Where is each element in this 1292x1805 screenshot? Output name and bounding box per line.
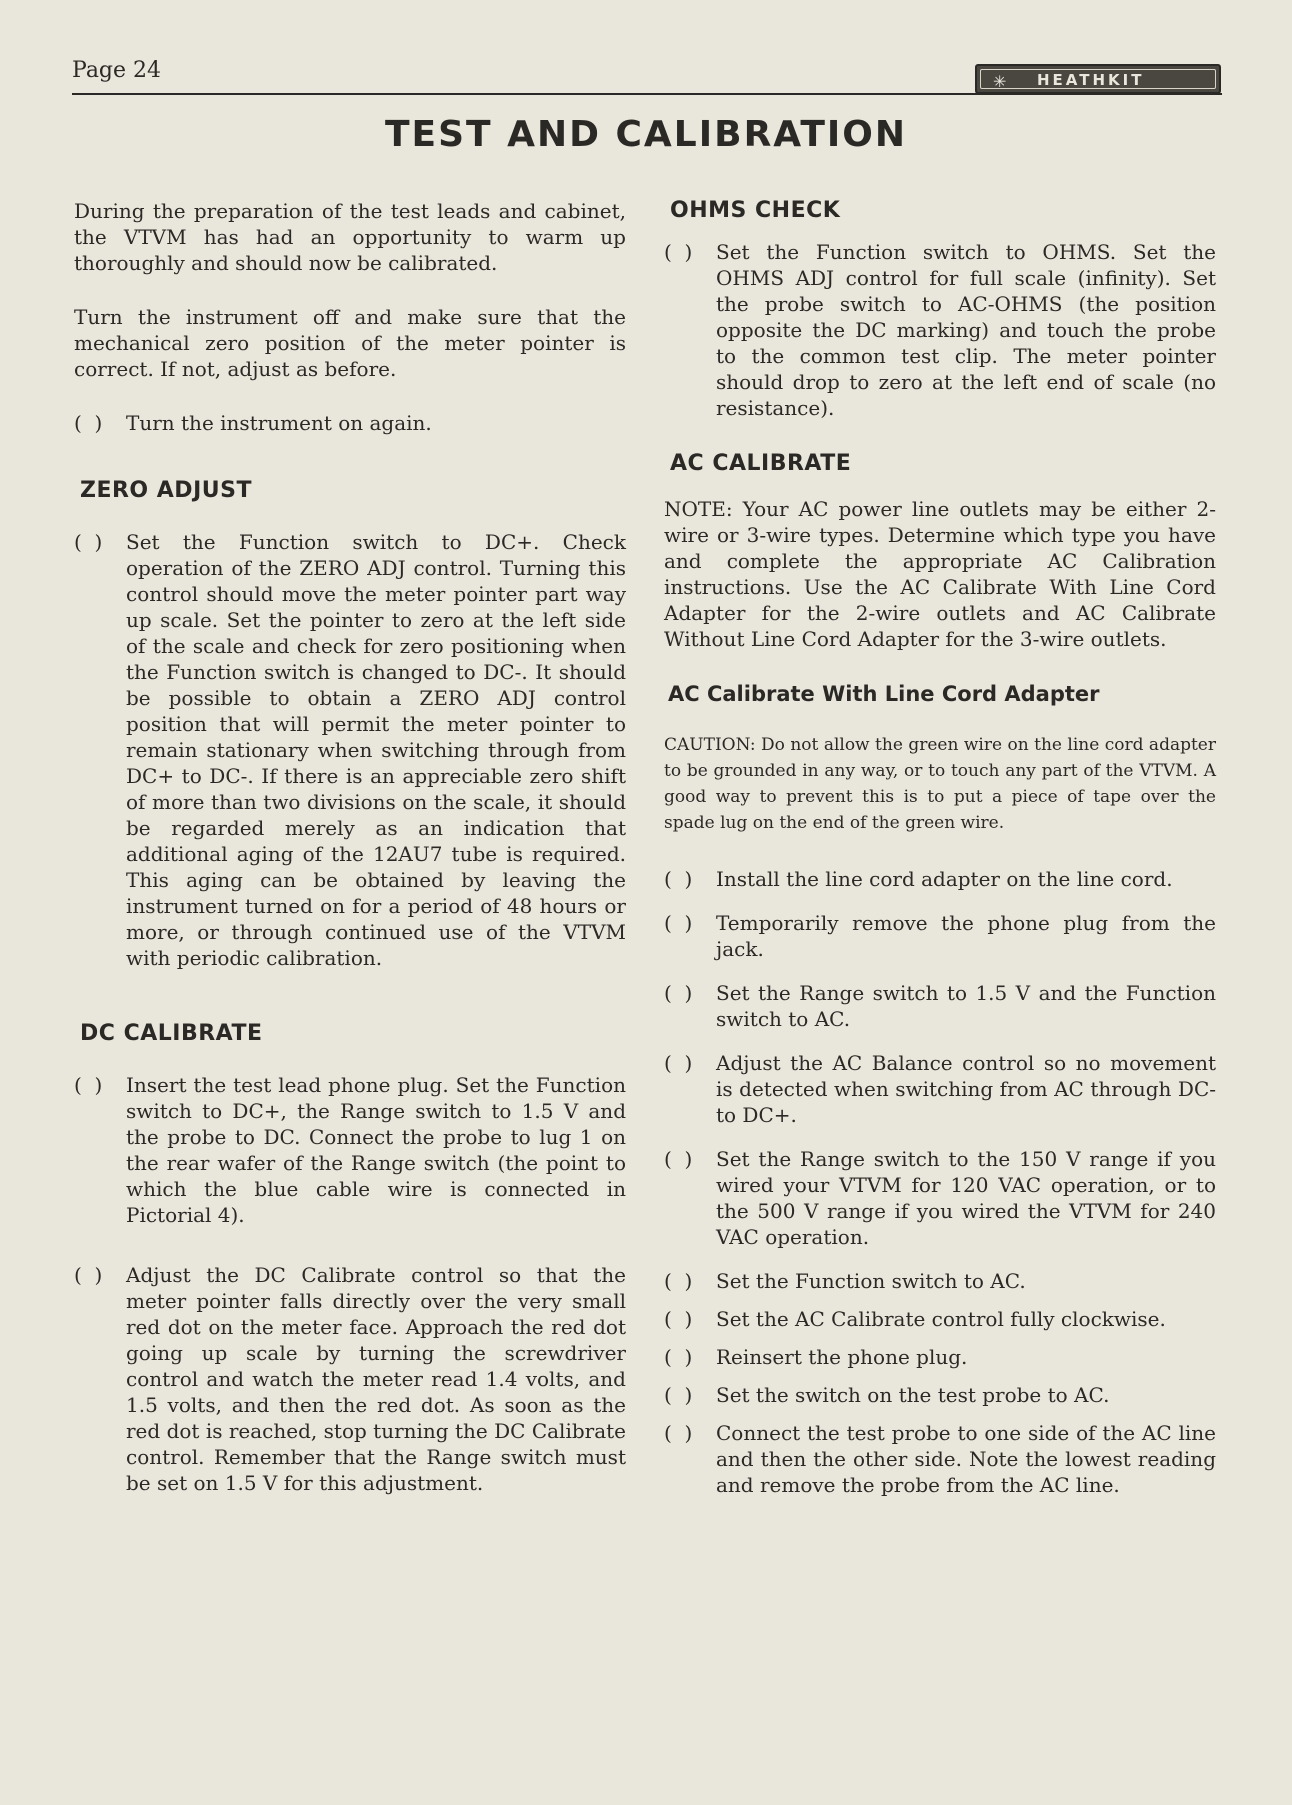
checkbox-mark: ( ) [664,1307,693,1331]
left-column [74,198,626,1518]
page-title: TEST AND CALIBRATION [384,114,908,155]
step-text: Set the Function switch to DC+. Check operation of the ZERO ADJ control. Turning this control should move the meter pointer part way up scale. Set the pointer to zero at the left side of the scale and check for zero positioning when the Function switch is changed to DC-. It should be possible to obtain a ZERO ADJ control position that will permit the meter pointer to remain stationary when switching through from DC+ to DC-. If there is an appreciable zero shift of more than two divisions on the scale, it should be regarded merely as an indication that additional aging of the 12AU7 tube is required. This aging can be obtained by leaving the instrument turned on for a period of 48 hours or more, or through continued use of the VTVM with periodic calibration. [126,530,626,970]
checkbox-mark: ( ) [74,411,103,435]
checkbox-mark: ( ) [664,911,693,935]
step-text: Reinsert the phone plug. [716,1345,968,1369]
checklist-item [664,980,1216,1032]
step-text: Set the switch on the test probe to AC. [716,1383,1110,1407]
header-rule [72,93,1222,95]
step-text: Turn the instrument on again. [126,411,432,435]
intro-paragraph-1: During the preparation of the test leads and cabinet, the VTVM has had an opportunity to warm up thoroughly and should now be calibrated. [74,199,626,275]
step-text: Adjust the AC Balance control so no movement is detected when switching from AC through DC- to DC+. [716,1051,1216,1127]
right-column [664,198,1216,1516]
checklist-item [74,529,626,971]
step-text: Connect the test probe to one side of the AC line and then the other side. Note the lowest reading and remove the probe from the AC line. [716,1421,1216,1497]
step-text: Install the line cord adapter on the line cord. [716,867,1173,891]
checklist-item [664,1146,1216,1250]
checklist-item [74,1262,626,1496]
checkbox-mark: ( ) [664,1269,693,1293]
checkbox-mark: ( ) [664,981,693,1005]
adapter-subheading: AC Calibrate With Line Cord Adapter [668,682,1100,706]
checklist-item [74,1072,626,1228]
step-text: Set the Range switch to 1.5 V and the Function switch to AC. [716,981,1216,1031]
checklist-item [664,866,1216,892]
checkbox-mark: ( ) [664,1051,693,1075]
checkbox-mark: ( ) [74,1073,103,1097]
checkbox-mark: ( ) [664,1421,693,1445]
checklist-item [664,1050,1216,1128]
checklist-item [664,1306,1216,1332]
step-text: Set the Range switch to the 150 V range if you wired your VTVM for 120 VAC operation, or to the 500 V range if you wired the VTVM for 240 VAC operation. [716,1147,1216,1249]
step-text: Set the Function switch to OHMS. Set the OHMS ADJ control for full scale (infinity). Set the probe switch to AC-OHMS (the position opposite the DC marking) and touch the probe to the common test clip. The meter pointer should drop to zero at the left end of scale (no resistance). [716,240,1216,420]
ohms-check-heading: OHMS CHECK [670,198,841,223]
checkbox-mark: ( ) [664,240,693,264]
checkbox-mark: ( ) [664,1383,693,1407]
dc-calibrate-heading: DC CALIBRATE [80,1021,263,1046]
checkbox-mark: ( ) [74,530,103,554]
checklist-item [664,239,1216,421]
logo-text: HEATHKIT [1037,71,1145,89]
step-text: Insert the test lead phone plug. Set the Function switch to DC+, the Range switch to 1.5 V and the probe to DC. Connect the probe to lug 1 on the rear wafer of the Range switch (the point to which the blue cable wire is connected in Pictorial 4). [126,1073,626,1227]
checkbox-mark: ( ) [664,1345,693,1369]
step-text: Adjust the DC Calibrate control so that the meter pointer falls directly over the very small red dot on the meter face. Approach the red dot going up scale by turning the screwdriver control and watch the meter read 1.4 volts, and 1.5 volts, and then the red dot. As soon as the red dot is reached, stop turning the DC Calibrate control. Remember that the Range switch must be set on 1.5 V for this adjustment. [126,1263,626,1495]
checklist-item [664,1382,1216,1408]
checklist-item [664,910,1216,962]
checklist-item [664,1268,1216,1294]
page-number: Page 24 [72,58,162,83]
ac-calibrate-heading: AC CALIBRATE [670,451,852,476]
ac-note: NOTE: Your AC power line outlets may be either 2-wire or 3-wire types. Determine which type you have and complete the appropriate AC Calibration instructions. Use the AC Calibrate With Line Cord Adapter for the 2-wire outlets and AC Calibrate Without Line Cord Adapter for the 3-wire outlets. [664,497,1216,651]
checkbox-mark: ( ) [664,867,693,891]
checkbox-mark: ( ) [74,1263,103,1287]
checkbox-mark: ( ) [664,1147,693,1171]
checklist-item [664,1420,1216,1498]
intro-paragraph-2: Turn the instrument off and make sure that the mechanical zero position of the meter pointer is correct. If not, adjust as before. [74,305,626,381]
zero-adjust-heading: ZERO ADJUST [80,478,252,503]
step-text: Set the Function switch to AC. [716,1269,1026,1293]
heathkit-logo [975,64,1221,94]
logo-mark-icon: ✳ [993,72,1007,91]
caution-note: CAUTION: Do not allow the green wire on the line cord adapter to be grounded in any way, or to touch any part of the VTVM. A good way to prevent this is to put a piece of tape over the spade lug on the end of the green wire. [664,735,1216,833]
step-text: Set the AC Calibrate control fully clockwise. [716,1307,1166,1331]
checklist-item [74,410,626,436]
step-text: Temporarily remove the phone plug from the jack. [716,911,1216,961]
ac-steps-list [664,866,1216,1498]
checklist-item [664,1344,1216,1370]
